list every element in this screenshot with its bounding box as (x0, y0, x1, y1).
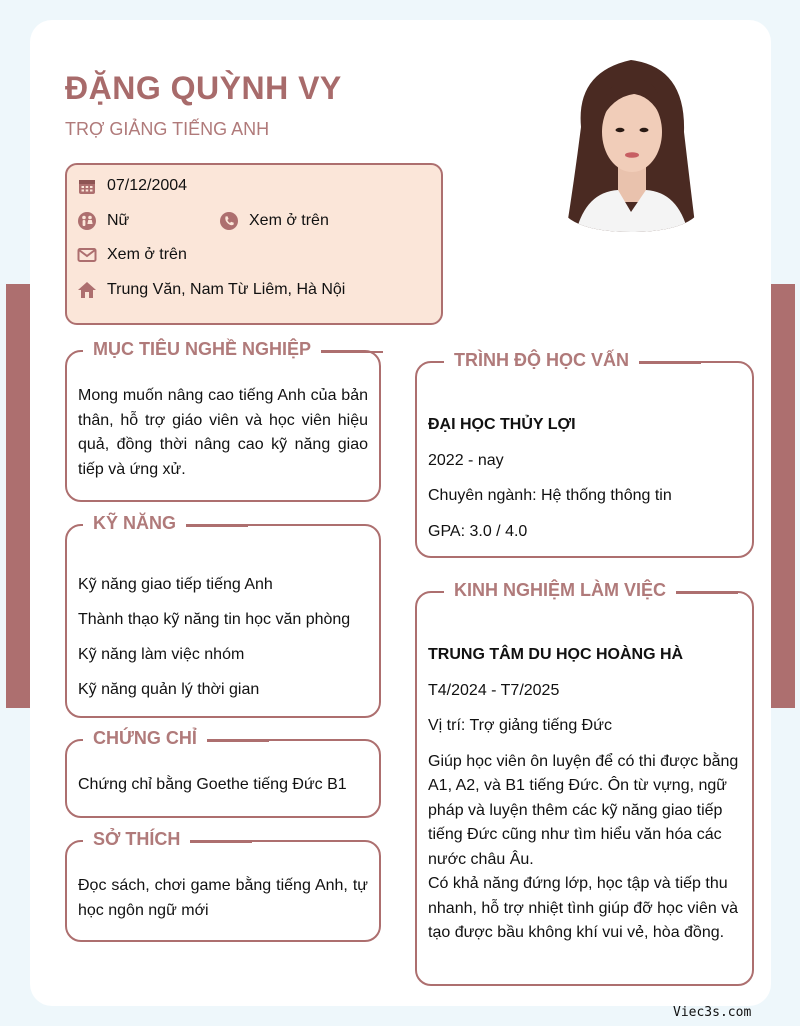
email-row (77, 245, 187, 265)
experience-details (428, 643, 741, 946)
address-value: Trung Văn, Nam Từ Liêm, Hà Nội (107, 281, 346, 298)
skill-item: Kỹ năng quản lý thời gian (78, 681, 260, 698)
birthday-row (77, 176, 187, 196)
experience-description-1: Giúp học viên ôn luyện để có thi được bằng A1, A2, và B1 tiếng Đức. Ôn từ vựng, ngữ pháp và luyện thêm các kỹ năng giao tiếp tiếng Đức cũng như tìm hiểu văn hóa các nước châu Âu. (428, 752, 739, 868)
right-accent-bar (771, 284, 795, 708)
skill-item: Kỹ năng làm việc nhóm (78, 646, 245, 663)
skills-card (65, 513, 381, 718)
education-title: TRÌNH ĐỘ HỌC VẤN (444, 350, 639, 371)
calendar-icon (77, 176, 97, 196)
phone-icon (219, 211, 239, 231)
address-row (77, 280, 345, 300)
objective-text: Mong muốn nâng cao tiếng Anh của bản thân, hỗ trợ giáo viên và học viên hiệu quả, đồng thời nâng cao kỹ năng giao tiếp và ứng xử. (78, 387, 368, 478)
education-gpa: GPA: 3.0 / 4.0 (428, 522, 528, 540)
certificates-text: Chứng chỉ bằng Goethe tiếng Đức B1 (78, 776, 347, 793)
education-major: Chuyên ngành: Hệ thống thông tin (428, 487, 672, 504)
email-icon (77, 245, 97, 265)
home-icon (77, 280, 97, 300)
objective-title: MỤC TIÊU NGHỀ NGHIỆP (83, 339, 321, 360)
objective-card (65, 339, 381, 502)
company-name: TRUNG TÂM DU HỌC HOÀNG HÀ (428, 646, 684, 663)
candidate-name: ĐẶNG QUỲNH VY (65, 70, 342, 106)
profile-photo (556, 52, 706, 232)
left-accent-bar (6, 284, 30, 708)
skill-item: Thành thạo kỹ năng tin học văn phòng (78, 611, 351, 628)
gender-row (77, 211, 129, 231)
education-details (428, 413, 741, 555)
email-value: Xem ở trên (107, 246, 187, 263)
school-name: ĐẠI HỌC THỦY LỢI (428, 416, 576, 433)
skill-item: Kỹ năng giao tiếp tiếng Anh (78, 576, 273, 593)
skills-list (78, 573, 368, 713)
hobbies-text: Đọc sách, chơi game bằng tiếng Anh, tự học ngôn ngữ mới (78, 877, 368, 919)
skills-title: KỸ NĂNG (83, 513, 186, 534)
hobbies-title: SỞ THÍCH (83, 829, 190, 850)
experience-description-2: Có khả năng đứng lớp, học tập và tiếp thu nhanh, hỗ trợ nhiệt tình giúp đỡ học viên và tạo được bầu không khí vui vẻ, hòa đồng. (428, 875, 739, 941)
hobbies-card (65, 829, 381, 942)
gender-value: Nữ (107, 212, 130, 229)
certificates-title: CHỨNG CHỈ (83, 728, 207, 749)
phone-value: Xem ở trên (249, 212, 329, 229)
education-period: 2022 - nay (428, 451, 504, 469)
education-card (415, 350, 754, 558)
gender-icon (77, 211, 97, 231)
experience-title: KINH NGHIỆM LÀM VIỆC (444, 580, 676, 601)
certificates-card (65, 728, 381, 818)
experience-card (415, 580, 754, 986)
watermark: Viec3s.com (673, 1005, 752, 1020)
job-title: TRỢ GIẢNG TIẾNG ANH (65, 119, 270, 139)
birthday-value: 07/12/2004 (107, 177, 188, 194)
experience-period: T4/2024 - T7/2025 (428, 681, 560, 699)
experience-position: Vị trí: Trợ giảng tiếng Đức (428, 717, 612, 734)
phone-row (219, 211, 329, 231)
